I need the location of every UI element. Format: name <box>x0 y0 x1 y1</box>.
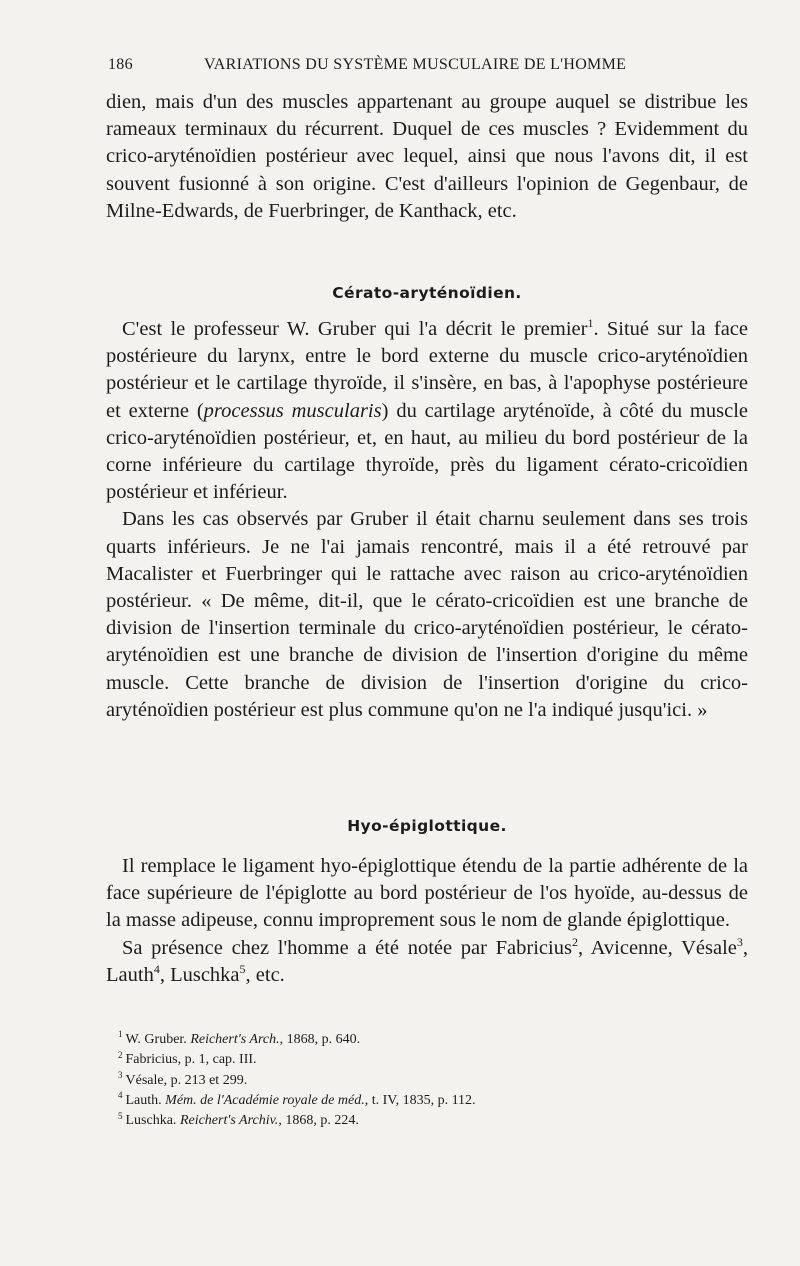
paragraph-observations: Dans les cas observés par Gruber il était charnu seulement dans ses trois quarts inférieurs. Je ne l'ai jamais rencontré, mais il a été retrouvé par Macalister et Fuerbringer qui le rattache avec raison au crico-aryténoïdien postérieur. « De même, dit-il, que le cérato-cricoïdien est une branche de division de l'insertion terminale du crico-aryténoïdien postérieur, le cérato-aryténoïdien est une branche de division de l'insertion d'origine du même muscle. Cette branche de division de l'insertion d'origine du crico-aryténoïdien postérieur est plus commune qu'on ne l'a indiqué jusqu'ici. » <box>106 508 748 721</box>
section-body-cerato-arytenoidien <box>106 316 748 724</box>
footnote-5: $^5$ Luschka. Reichert's Archiv., 1868, p. 224. <box>118 1110 359 1129</box>
section-heading-hyo-epiglottique: Hyo-épiglottique. <box>347 817 507 835</box>
section-body-hyo-epiglottique <box>106 853 748 989</box>
footnote-ref-5: 5 <box>239 961 246 976</box>
footnote-1: $^1$ W. Gruber. Reichert's Arch., 1868, p. 640. <box>118 1029 361 1047</box>
footnote-ref-3: 3 <box>736 934 743 949</box>
running-header <box>108 56 748 80</box>
section-heading-cerato-arytenoidien: Cérato-aryténoïdien. <box>332 284 522 302</box>
paragraph-description: Il remplace le ligament hyo-épiglottique étendu de la partie adhérente de la face supérieure de l'épiglotte au bord postérieur de l'os hyoïde, au-dessus de la masse adipeuse, connu improprement sous le nom de glande épiglottique. <box>106 855 748 932</box>
paragraph-description: C'est le professeur W. Gruber qui l'a décrit le premier$^1$. Situé sur la face postérieure du larynx, entre le bord externe du muscle crico-aryténoïdien postérieur et le cartilage thyroïde, il s'insère, en bas, à l'apophyse postérieure et externe (processus muscularis) du cartilage aryténoïde, à côté du muscle crico-aryténoïdien postérieur, et, en haut, au milieu du bord postérieur de la corne inférieure du cartilage thyroïde, près du ligament cérato-cricoïdien postérieur et inférieur. <box>106 316 748 504</box>
footnote-4: $^4$ Lauth. Mém. de l'Académie royale de méd., t. IV, 1835, p. 112. <box>118 1090 476 1108</box>
footnote-ref-1: 1 <box>587 316 594 331</box>
page-number: 186 <box>108 56 133 73</box>
footnote-3: $^3$ Vésale, p. 213 et 299. <box>118 1069 248 1088</box>
running-title: VARIATIONS DU SYSTÈME MUSCULAIRE DE L'HOMME <box>204 56 627 73</box>
paragraph-continuation <box>106 89 748 225</box>
paragraph-text: dien, mais d'un des muscles appartenant au groupe auquel se distribue les rameaux terminaux du récurrent. Duquel de ces muscles ? Evidemment du crico-aryténoïdien postérieur avec lequel, ainsi que nous l'avons dit, il est souvent fusionné à son origine. C'est d'ailleurs l'opinion de Gegenbaur, de Milne-Edwards, de Fuerbringer, de Kanthack, etc. <box>106 91 748 222</box>
paragraph-authors: Sa présence chez l'homme a été notée par Fabricius$^2$, Avicenne, Vésale$^3$, Lauth$^4$, Luschka$^5$, etc. <box>106 934 748 986</box>
footnotes <box>118 1030 678 1131</box>
italic-term: processus muscularis <box>203 399 382 422</box>
footnote-ref-2: 2 <box>571 934 578 949</box>
footnote-2: $^2$ Fabricius, p. 1, cap. III. <box>118 1049 257 1068</box>
footnote-ref-4: 4 <box>153 961 160 976</box>
